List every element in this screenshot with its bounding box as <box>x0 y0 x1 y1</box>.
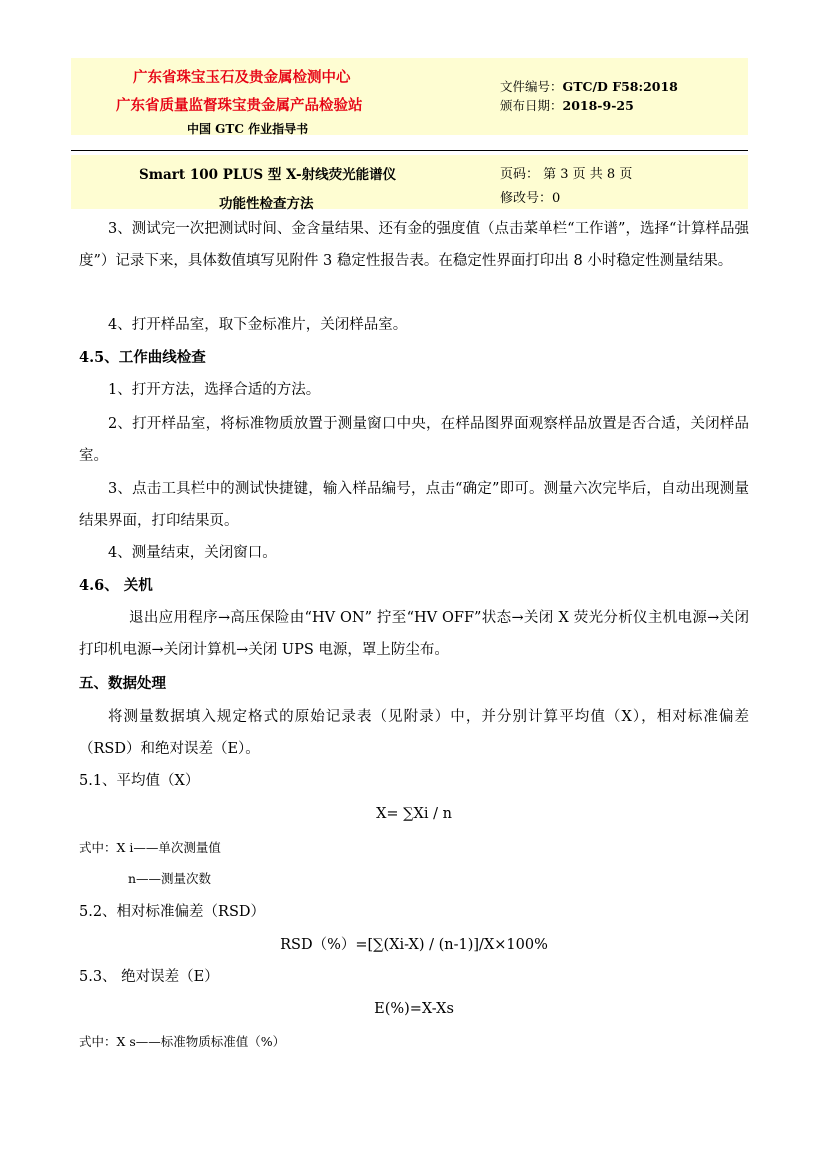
formula-error: E(%)=X-Xs <box>374 1001 454 1017</box>
doc-title-line2: 功能性检查方法 <box>219 196 314 212</box>
section-heading-5: 五、数据处理 <box>79 675 166 692</box>
org-name-line2: 广东省质量监督珠宝贵金属产品检验站 <box>116 97 363 114</box>
paragraph: 3、测试完一次把测试时间、金含量结果、还有金的强度值（点击菜单栏“工作谱”，选择“计算样品强度”）记录下来，具体数值填写见附件 3 稳定性报告表。在稳定性界面打印出 8 小时稳定性测量结果。 <box>79 221 749 269</box>
formula-note: 式中：X s——标准物质标准值（%） <box>79 1034 286 1049</box>
subsection-5-2: 5.2、相对标准偏差（RSD） <box>79 904 266 920</box>
formula-mean: X= ∑Xi / n <box>376 806 452 822</box>
section-heading-4-6: 4.6、 关机 <box>79 577 153 594</box>
doc-type: 中国 GTC 作业指导书 <box>187 122 309 136</box>
doc-number <box>500 77 678 95</box>
paragraph: 2、打开样品室，将标准物质放置于测量窗口中央，在样品图界面观察样品放置是否合适，关闭样品室。 <box>79 416 749 464</box>
paragraph: 4、打开样品室，取下金标准片，关闭样品室。 <box>108 317 408 333</box>
formula-rsd: RSD（%）=[∑(Xi-X) / (n-1)]/X×100% <box>280 937 548 953</box>
page-info: 页码： 第 3 页 共 8 页 <box>500 167 633 182</box>
subsection-5-1: 5.1、平均值（X） <box>79 773 200 789</box>
subsection-5-3: 5.3、 绝对误差（E） <box>79 969 219 985</box>
formula-note: n——测量次数 <box>128 871 212 886</box>
doc-number-value: GTC/D F58:2018 <box>562 79 678 94</box>
paragraph: 1、打开方法，选择合适的方法。 <box>108 382 321 398</box>
revision-number: 修改号：0 <box>500 191 561 206</box>
issue-date <box>500 96 634 114</box>
issue-date-value: 2018-9-25 <box>562 98 634 113</box>
paragraph: 退出应用程序→高压保险由“HV ON” 拧至“HV OFF”状态→关闭 X 荧光分析仪主机电源→关闭打印机电源→关闭计算机→关闭 UPS 电源，罩上防尘布。 <box>79 610 749 658</box>
title-banner <box>71 155 748 212</box>
paragraph: 3、点击工具栏中的测试快捷键，输入样品编号，点击“确定”即可。测量六次完毕后，自动出现测量结果界面，打印结果页。 <box>79 481 749 529</box>
org-name-line1: 广东省珠宝玉石及贵金属检测中心 <box>133 69 351 86</box>
section-heading-4-5: 4.5、工作曲线检查 <box>79 349 206 366</box>
issue-date-label: 颁布日期： <box>500 98 563 113</box>
header-divider <box>71 150 748 151</box>
paragraph: 将测量数据填入规定格式的原始记录表（见附录）中，并分别计算平均值（X），相对标准偏差（RSD）和绝对误差（E）。 <box>79 709 749 757</box>
formula-note: 式中：X i——单次测量值 <box>79 840 221 855</box>
doc-number-label: 文件编号： <box>500 79 563 94</box>
paragraph: 4、测量结束，关闭窗口。 <box>108 545 277 561</box>
doc-title-line1: Smart 100 PLUS 型 X-射线荧光能谱仪 <box>139 167 397 183</box>
header-banner <box>71 58 748 135</box>
